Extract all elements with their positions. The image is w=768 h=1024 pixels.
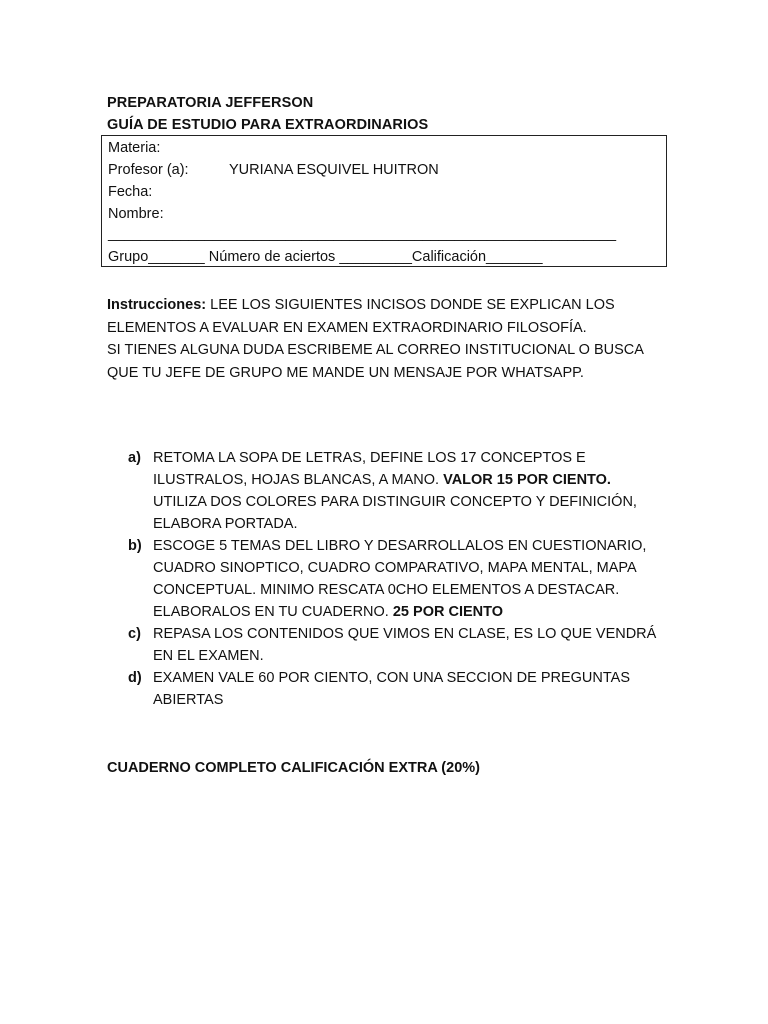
- item-text: ESCOGE 5 TEMAS DEL LIBRO Y DESARROLLALOS EN CUESTIONARIO, CUADRO SINOPTICO, CUADRO COMPARATIVO, MAPA MENTAL, MAPA CONCEPTUAL. MINIMO RESCATA 0CHO ELEMENTOS A DESTACAR. ELABORALOS EN TU CUADERNO.: [153, 538, 647, 620]
- nombre-label: Nombre:: [108, 206, 164, 222]
- list-item: [128, 535, 668, 623]
- extra-credit-note: CUADERNO COMPLETO CALIFICACIÓN EXTRA (20%): [107, 760, 480, 776]
- list-item: [128, 623, 668, 667]
- fecha-row: [108, 184, 152, 200]
- item-text: RETOMA LA SOPA DE LETRAS, DEFINE LOS 17 CONCEPTOS E ILUSTRALOS, HOJAS BLANCAS, A MANO.: [153, 450, 586, 488]
- materia-row: [108, 140, 160, 156]
- instructions: [107, 294, 667, 384]
- item-text: EXAMEN VALE 60 POR CIENTO, CON UNA SECCION DE PREGUNTAS ABIERTAS: [153, 670, 630, 708]
- guide-title: GUÍA DE ESTUDIO PARA EXTRAORDINARIOS: [107, 117, 429, 133]
- list-item: [128, 667, 668, 711]
- materia-label: Materia:: [108, 140, 161, 156]
- instructions-line-1-text: LEE LOS SIGUIENTES INCISOS DONDE SE EXPLICAN LOS: [206, 297, 615, 313]
- item-bold-value: VALOR 15 POR CIENTO.: [443, 472, 611, 488]
- item-marker: a): [128, 450, 141, 466]
- item-text: REPASA LOS CONTENIDOS QUE VIMOS EN CLASE, ES LO QUE VENDRÁ EN EL EXAMEN.: [153, 626, 657, 664]
- instructions-line-1: [107, 294, 667, 317]
- item-marker: d): [128, 670, 142, 686]
- instructions-line-2: ELEMENTOS A EVALUAR EN EXAMEN EXTRAORDINARIO FILOSOFÍA.: [107, 319, 587, 336]
- item-marker: b): [128, 538, 142, 554]
- student-info-box: [101, 135, 667, 267]
- profesor-row: [108, 162, 658, 178]
- fecha-label: Fecha:: [108, 184, 153, 200]
- nombre-blank-line: _______________________________________________________________: [108, 226, 617, 242]
- nombre-row: [108, 206, 164, 222]
- instructions-line-3: SI TIENES ALGUNA DUDA ESCRIBEME AL CORREO INSTITUCIONAL O BUSCA: [107, 342, 644, 358]
- school-name: PREPARATORIA JEFFERSON: [107, 95, 314, 111]
- item-text-after: UTILIZA DOS COLORES PARA DISTINGUIR CONCEPTO Y DEFINICIÓN, ELABORA PORTADA.: [153, 494, 637, 532]
- grupo-aciertos-calificacion-row: Grupo_______ Número de aciertos _________Calificación_______: [108, 249, 543, 265]
- profesor-label: Profesor (a):: [108, 162, 189, 178]
- item-bold-value: 25 POR CIENTO: [392, 604, 503, 620]
- instructions-label: Instrucciones:: [107, 297, 207, 313]
- list-item: [128, 447, 668, 535]
- evaluation-items-list: [128, 447, 668, 711]
- item-marker: c): [128, 626, 141, 642]
- profesor-value: YURIANA ESQUIVEL HUITRON: [229, 162, 439, 178]
- instructions-line-4: QUE TU JEFE DE GRUPO ME MANDE UN MENSAJE POR WHATSAPP.: [107, 364, 584, 381]
